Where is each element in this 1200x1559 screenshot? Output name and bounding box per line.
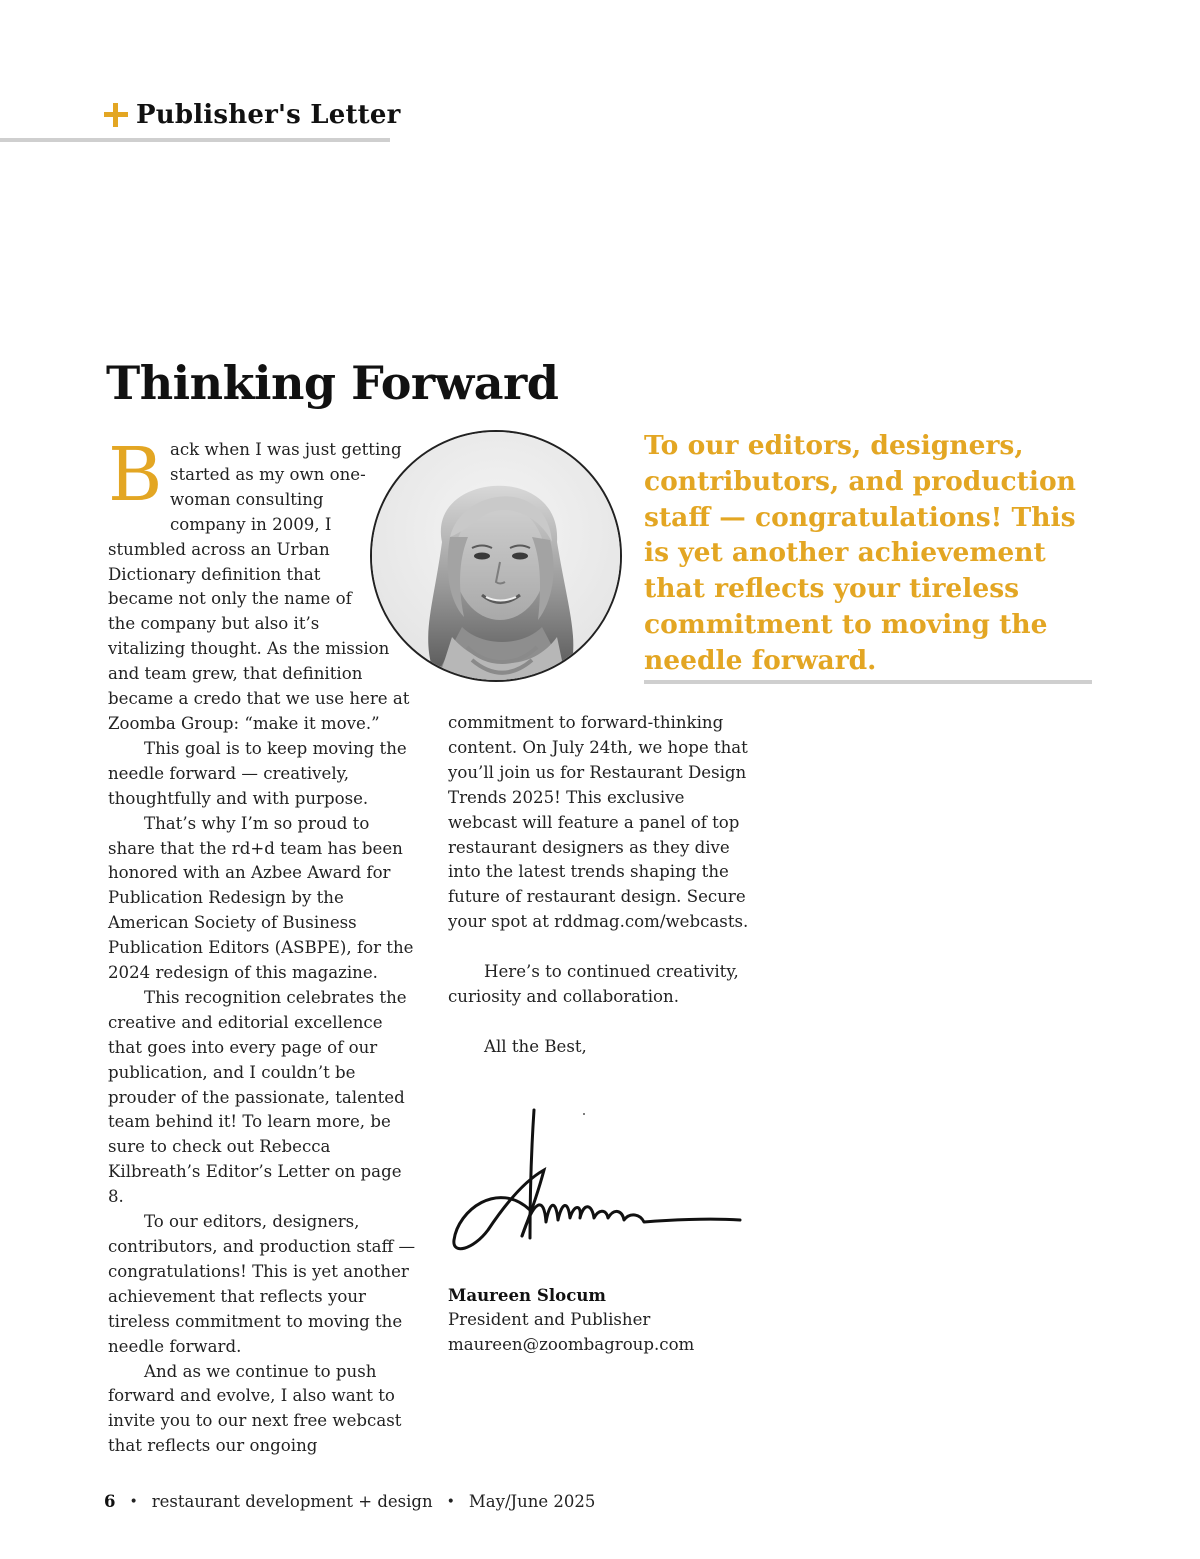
letter-paragraph: To our editors, designers, contributors, and production staff — congratulations! This is yet another achievement that reflects your tireless commitment to moving the needle forward. (108, 1212, 416, 1356)
bullet-separator: • (446, 1493, 455, 1510)
bullet-separator: • (129, 1493, 138, 1510)
letter-paragraph: That’s why I’m so proud to share that the rd+d team has been honored with an Azbee Award for Publication Redesign by the American Society of Business Publication Editors (ASBPE), for the 2024 redesign of this magazine. (108, 813, 414, 983)
signer-title: President and Publisher (448, 1309, 651, 1329)
letter-paragraph: And as we continue to push forward and evolve, I also want to invite you to our next free webcast that reflects our ongoing (108, 1361, 402, 1456)
publisher-portrait (370, 430, 622, 682)
section-rule (0, 138, 390, 142)
letter-paragraph: commitment to forward-thinking content. On July 24th, we hope that you’ll join us for Restaurant Design Trends 2025! This exclusive webcast will feature a panel of top restaurant designers as they dive into the latest trends shaping the future of restaurant design. Secure your spot at rddmag.com/webcasts. (448, 713, 749, 932)
letter-column-right (448, 711, 758, 1060)
page-number: 6 (104, 1492, 116, 1511)
first-paragraph-text: ack when I was just getting started as my own one-woman consulting company in 2009, I stumbled across an Urban Dictionary definition that became not only the name of the company but also it’s vitalizing thought. As the mission and team grew, that definition became a credo that we use here at Zoomba Group: “make it move.” (108, 440, 410, 733)
plus-icon (104, 103, 128, 127)
sign-off: All the Best, (484, 1036, 587, 1056)
letter-paragraph: This recognition celebrates the creative and editorial excellence that goes into every page of our publication, and I couldn’t be prouder of the passionate, talented team behind it! To learn more, be sure to check out Rebecca Kilbreath’s Editor’s Letter on page 8. (108, 987, 407, 1207)
letter-paragraph: Here’s to continued creativity, curiosity and collaboration. (448, 962, 739, 1006)
signer-email: maureen@zoombagroup.com (448, 1334, 695, 1354)
handwritten-signature (448, 1100, 748, 1260)
section-label: Publisher's Letter (136, 100, 401, 130)
letter-column-left (108, 432, 420, 1459)
issue-date: May/June 2025 (468, 1492, 596, 1511)
signer-name: Maureen Slocum (448, 1285, 606, 1305)
page-footer (104, 1492, 595, 1511)
page-title: Thinking Forward (106, 356, 559, 410)
section-header (104, 100, 401, 130)
portrait-image (372, 432, 622, 682)
signer-block (448, 1283, 788, 1358)
pull-quote: To our editors, designers, contributors, and production staff — congratulations! This is yet another achievement that reflects your tireless commitment to moving the needle forward. (644, 430, 1076, 676)
pull-quote-rule (644, 680, 1092, 684)
letter-paragraph: This goal is to keep moving the needle forward — creatively, thoughtfully and with purpose. (108, 738, 407, 808)
drop-cap: B (108, 432, 163, 518)
publication-name: restaurant development + design (151, 1492, 433, 1511)
signature-image (448, 1100, 748, 1260)
